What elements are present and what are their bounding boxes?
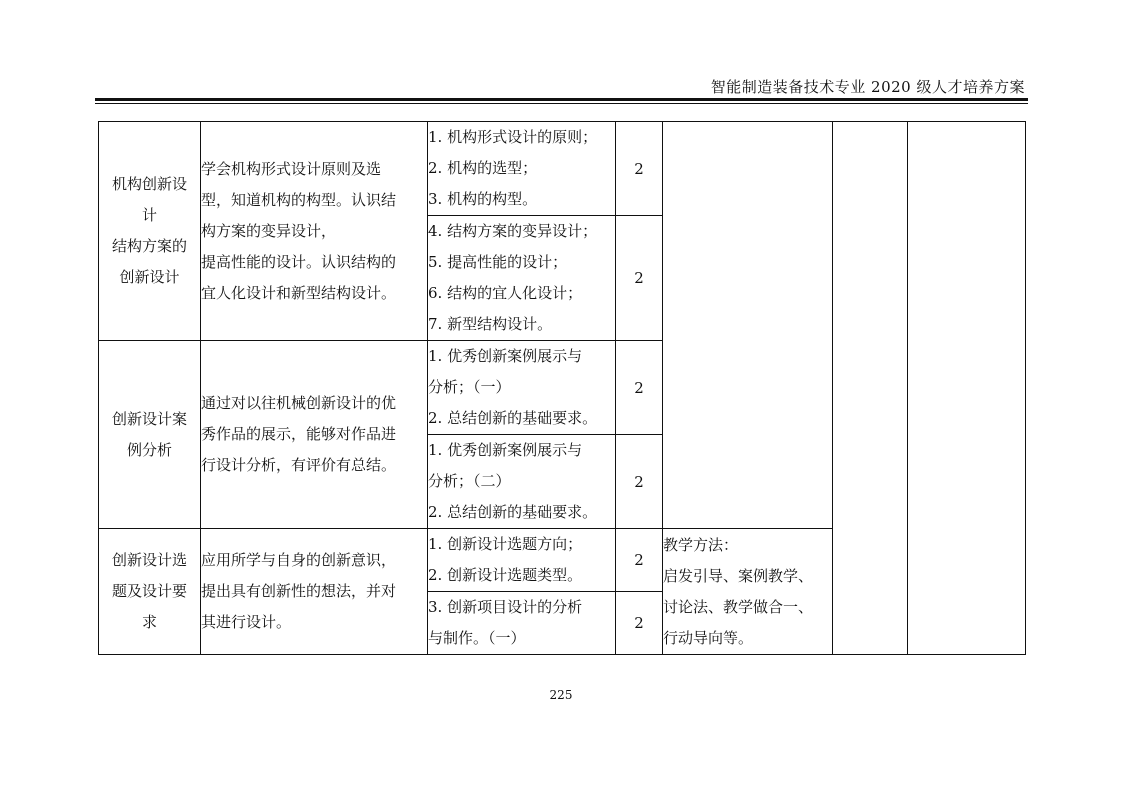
content-line: 3. 机构的构型。 [428,190,538,208]
content-line: 2. 总结创新的基础要求。 [428,503,598,521]
table-row [99,122,1026,216]
content-line: 分析；（二） [428,472,511,490]
hours-cell: 2 [616,592,663,655]
method-line: 启发引导、案例教学、 [663,566,814,585]
blank-cell [833,122,908,655]
content-cell [428,341,616,435]
hours-cell: 2 [616,216,663,341]
module-name-cell [99,341,201,529]
content-line: 分析；（一） [428,378,511,396]
goal-line: 秀作品的展示，能够对作品进 [201,425,397,443]
content-line: 6. 结构的宜人化设计； [428,284,583,302]
goal-line: 提出具有创新性的想法，并对 [201,582,397,600]
method-line: 教学方法： [663,535,739,554]
goal-line: 行设计分析，有评价有总结。 [201,456,397,474]
method-line: 讨论法、教学做合一、 [663,597,814,616]
content-cell [428,592,616,655]
content-line: 1. 创新设计选题方向； [428,535,583,553]
module-name-line: 机构创新设 [111,175,187,193]
learning-goal-cell [201,341,428,529]
method-line: 行动导向等。 [663,628,754,647]
goal-line: 宜人化设计和新型结构设计。 [201,283,397,302]
goal-line: 提高性能的设计。认识结构的 [201,252,397,271]
content-line: 2. 机构的选型； [428,159,538,177]
content-line: 3. 创新项目设计的分析 [428,598,583,616]
module-name-line: 创新设计选 [111,551,187,569]
content-line: 4. 结构方案的变异设计； [428,222,598,240]
goal-line: 构方案的变异设计， [201,221,337,240]
content-cell [428,216,616,341]
goal-line: 其进行设计。 [201,613,292,631]
module-name-line: 求 [141,613,157,631]
module-name-line: 计 [141,206,157,224]
content-line: 与制作。（一） [428,629,526,647]
header-rule-thick [95,98,1028,101]
module-name-line: 结构方案的 [111,237,187,255]
module-name-line: 创新设计 [119,268,180,286]
module-name-line: 创新设计案 [111,409,187,428]
content-line: 1. 机构形式设计的原则； [428,128,598,146]
module-name-cell [99,529,201,655]
hours-cell: 2 [616,435,663,529]
curriculum-table [98,121,1026,655]
goal-line: 学会机构形式设计原则及选 [201,159,382,178]
content-cell [428,435,616,529]
module-name-cell [99,122,201,341]
hours-cell: 2 [616,341,663,435]
hours-cell: 2 [616,122,663,216]
header-rule-thin [95,103,1028,104]
blank-cell [908,122,1026,655]
method-cell-empty [663,122,833,529]
goal-line: 型，知道机构的构型。认识结 [201,190,397,209]
page-number: 225 [549,688,573,702]
content-line: 2. 总结创新的基础要求。 [428,409,598,427]
content-line: 2. 创新设计选题类型。 [428,566,583,584]
module-name-line: 题及设计要 [111,582,187,600]
document-header-title: 智能制造装备技术专业 2020 级人才培养方案 [710,78,1025,96]
teaching-method-cell [663,529,833,655]
goal-line: 应用所学与自身的创新意识， [201,551,397,569]
goal-line: 通过对以往机械创新设计的优 [201,394,397,412]
content-cell [428,529,616,592]
content-line: 7. 新型结构设计。 [428,315,553,333]
module-name-line: 例分析 [126,440,172,459]
content-line: 1. 优秀创新案例展示与 [428,441,583,459]
hours-cell: 2 [616,529,663,592]
content-line: 1. 优秀创新案例展示与 [428,347,583,365]
learning-goal-cell [201,122,428,341]
content-line: 5. 提高性能的设计； [428,253,568,271]
content-cell [428,122,616,216]
learning-goal-cell [201,529,428,655]
